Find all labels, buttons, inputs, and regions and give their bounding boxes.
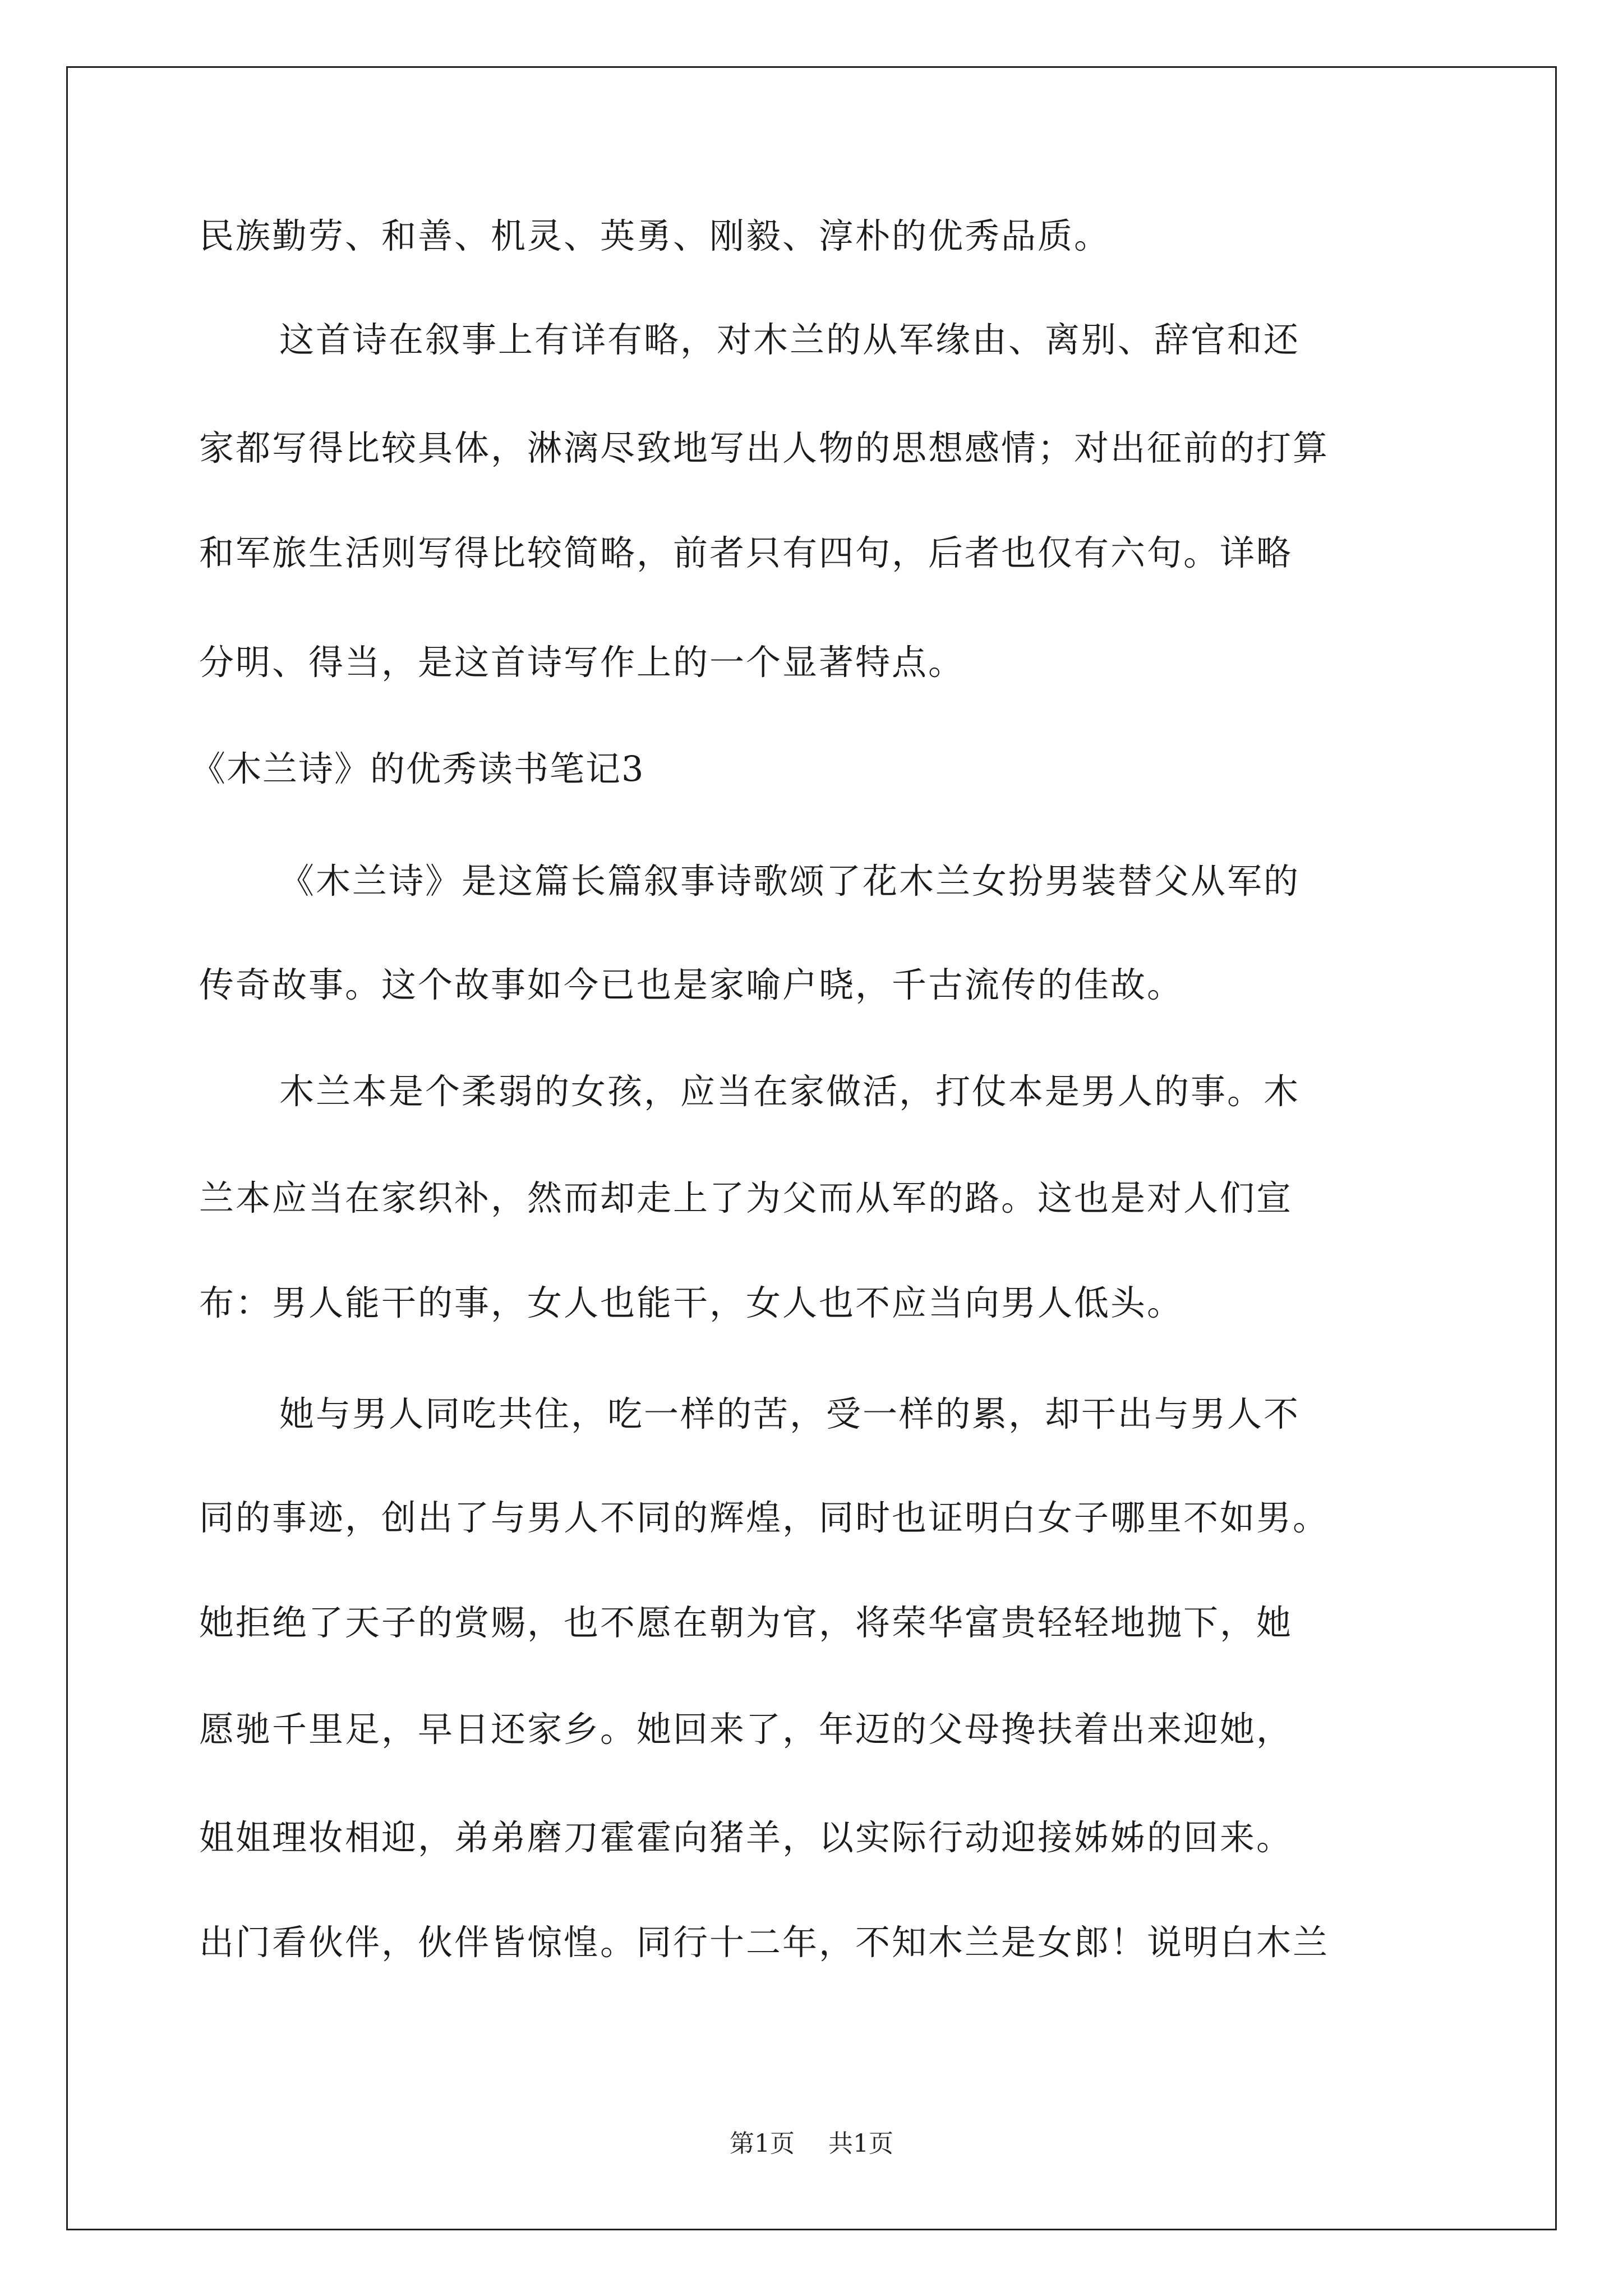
paragraph-line: 姐姐理妆相迎，弟弟磨刀霍霍向猪羊，以实际行动迎接姊姊的回来。: [199, 1817, 1293, 1858]
page-border: [66, 66, 1557, 2230]
paragraph-line: 家都写得比较具体，淋漓尽致地写出人物的思想感情；对出征前的打算: [199, 427, 1330, 468]
paragraph-line: 《木兰诗》是这篇长篇叙事诗歌颂了花木兰女扮男装替父从军的: [279, 861, 1301, 901]
paragraph-line: 出门看伙伴，伙伴皆惊惶。同行十二年，不知木兰是女郎！说明白木兰: [199, 1922, 1330, 1963]
paragraph-line: 民族勤劳、和善、机灵、英勇、刚毅、淳朴的优秀品质。: [199, 215, 1111, 256]
total-pages: 共1页: [828, 2129, 893, 2158]
paragraph-line: 木兰本是个柔弱的女孩，应当在家做活，打仗本是男人的事。木: [279, 1071, 1301, 1112]
paragraph-line: 兰本应当在家织补，然而却走上了为父而从军的路。这也是对人们宣: [199, 1177, 1293, 1218]
paragraph-line: 她与男人同吃共住，吃一样的苦，受一样的累，却干出与男人不: [279, 1393, 1301, 1434]
paragraph-line: 和军旅生活则写得比较简略，前者只有四句，后者也仅有六句。详略: [199, 532, 1293, 573]
paragraph-line: 这首诗在叙事上有详有略，对木兰的从军缘由、离别、辞官和还: [279, 319, 1301, 360]
paragraph-line: 传奇故事。这个故事如今已也是家喻户晓，千古流传的佳故。: [199, 964, 1184, 1005]
paragraph-line: 她拒绝了天子的赏赐，也不愿在朝为官，将荣华富贵轻轻地抛下，她: [199, 1602, 1293, 1643]
page-number: 第1页: [730, 2129, 795, 2158]
paragraph-line: 同的事迹，创出了与男人不同的辉煌，同时也证明白女子哪里不如男。: [199, 1497, 1330, 1538]
paragraph-line: 布：男人能干的事，女人也能干，女人也不应当向男人低头。: [199, 1282, 1184, 1323]
paragraph-line: 愿驰千里足，早日还家乡。她回来了，年迈的父母搀扶着出来迎她，: [199, 1709, 1293, 1750]
section-heading: 《木兰诗》的优秀读书笔记3: [191, 748, 645, 789]
paragraph-line: 分明、得当，是这首诗写作上的一个显著特点。: [199, 642, 965, 683]
page-footer: [0, 2129, 1623, 2158]
